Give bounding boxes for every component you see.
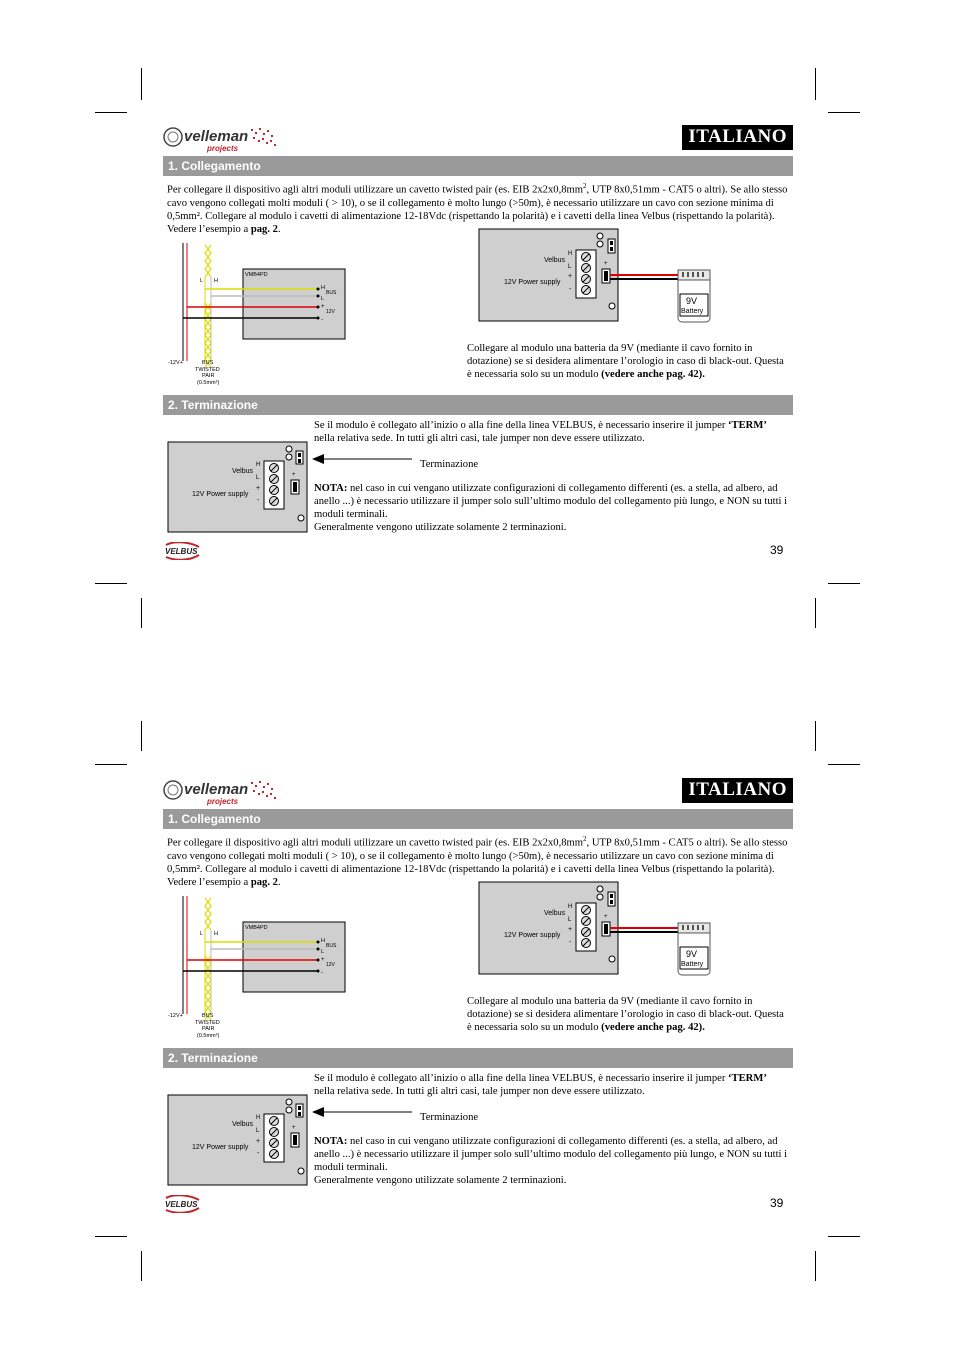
section-title-collegamento: 1. Collegamento [163, 156, 793, 176]
page-header [163, 776, 793, 806]
svg-text:-: - [257, 1150, 260, 1157]
arrow-icon [312, 453, 414, 465]
arrow-icon [312, 1106, 414, 1118]
termination-label: Terminazione [420, 1112, 479, 1123]
nota-paragraph: NOTA: nel caso in cui vengano utilizzate configurazioni di collegamento differenti (es. a stella, ad albero, ad anello ...) è necessario utilizzare il jumper solo sull’ultimo modulo del collegamento più lungo, e NON su tutti i moduli terminali. [314, 1136, 788, 1173]
svg-text:L: L [568, 917, 572, 923]
svg-text:PAIR: PAIR [202, 1026, 215, 1032]
manual-page [0, 0, 954, 640]
terminazione-paragraph: Se il modulo è collegato all’inizio o alla fine della linea VELBUS, è necessario inserire il jumper ‘TERM’ nella relativa sede. In tutti gli altri casi, tale jumper non deve essere utilizzato. [314, 420, 767, 444]
battery-paragraph: Collegare al modulo una batteria da 9V (mediante il cavo fornito in dotazione) se si desidera alimentare l’orologio in caso di black-out. Questa è necessaria solo su un modulo (vedere anche pag. 42). [467, 996, 784, 1033]
terminations-note: Generalmente vengono utilizzate solamente 2 terminazioni. [314, 1175, 567, 1186]
svg-text:VELBUS: VELBUS [165, 547, 198, 556]
svg-text:-: - [321, 970, 323, 976]
svg-text:-12V+: -12V+ [168, 360, 183, 366]
termination-diagram [167, 441, 309, 534]
svg-text:+: + [292, 1125, 296, 1131]
language-label: ITALIANO [682, 125, 793, 150]
svg-text:projects: projects [207, 144, 239, 153]
svg-text:12V: 12V [326, 309, 335, 315]
svg-text:H: H [321, 285, 325, 291]
svg-text:-: - [257, 497, 260, 504]
svg-text:+: + [321, 304, 325, 310]
svg-text:L: L [200, 278, 204, 284]
svg-text:L: L [568, 264, 572, 270]
svg-text:+: + [604, 914, 608, 920]
svg-text:12V Power supply: 12V Power supply [192, 491, 249, 498]
svg-text:H: H [256, 462, 261, 468]
language-label: ITALIANO [682, 778, 793, 803]
svg-text:+: + [292, 472, 296, 478]
section-title-collegamento: 1. Collegamento [163, 809, 793, 829]
svg-text:velleman: velleman [184, 128, 249, 145]
svg-text:VMB4PD: VMB4PD [245, 925, 268, 931]
section-title-terminazione: 2. Terminazione [163, 395, 793, 415]
svg-text:BUS: BUS [326, 290, 337, 296]
svg-text:H: H [568, 251, 573, 257]
svg-text:H: H [214, 931, 218, 937]
terminations-note: Generalmente vengono utilizzate solamente 2 terminazioni. [314, 522, 567, 533]
velbus-logo [163, 1195, 203, 1213]
svg-text:L: L [256, 1128, 260, 1134]
svg-text:TWISTED: TWISTED [195, 367, 220, 373]
svg-text:VELBUS: VELBUS [165, 1200, 198, 1209]
manual-page [0, 653, 954, 1293]
svg-text:Velbus: Velbus [544, 910, 566, 917]
velbus-logo [163, 542, 203, 560]
svg-text:Velbus: Velbus [232, 1121, 254, 1128]
svg-text:H: H [256, 1115, 261, 1121]
svg-text:+: + [568, 926, 573, 933]
svg-text:BUS: BUS [326, 943, 337, 949]
svg-text:BUS: BUS [202, 1013, 214, 1019]
svg-text:-: - [569, 939, 572, 946]
svg-text:Battery: Battery [681, 308, 704, 315]
svg-text:L: L [256, 475, 260, 481]
termination-diagram [167, 1094, 309, 1187]
wiring-diagram [165, 896, 355, 1044]
page-number: 39 [770, 543, 784, 557]
velleman-logo [163, 125, 278, 153]
svg-text:H: H [568, 904, 573, 910]
battery-diagram [478, 881, 718, 981]
svg-text:9V: 9V [686, 949, 698, 959]
svg-text:PAIR: PAIR [202, 373, 215, 379]
svg-text:Battery: Battery [681, 961, 704, 968]
svg-text:L: L [321, 296, 325, 302]
section-title-terminazione: 2. Terminazione [163, 1048, 793, 1068]
termination-label: Terminazione [420, 459, 479, 470]
page-header [163, 123, 793, 153]
svg-text:projects: projects [207, 797, 239, 806]
svg-text:-: - [321, 317, 323, 323]
terminazione-paragraph: Se il modulo è collegato all’inizio o alla fine della linea VELBUS, è necessario inserire il jumper ‘TERM’ nella relativa sede. In tutti gli altri casi, tale jumper non deve essere utilizzato. [314, 1073, 767, 1097]
svg-text:(0.5mm²): (0.5mm²) [197, 1033, 220, 1039]
svg-text:VMB4PD: VMB4PD [245, 272, 268, 278]
svg-text:+: + [256, 1138, 261, 1145]
svg-text:+: + [256, 485, 261, 492]
velleman-logo [163, 778, 278, 806]
svg-text:Velbus: Velbus [544, 257, 566, 264]
battery-diagram [478, 228, 718, 328]
svg-text:L: L [321, 949, 325, 955]
svg-text:12V Power supply: 12V Power supply [504, 279, 561, 286]
battery-paragraph: Collegare al modulo una batteria da 9V (mediante il cavo fornito in dotazione) se si desidera alimentare l’orologio in caso di black-out. Questa è necessaria solo su un modulo (vedere anche pag. 42). [467, 343, 784, 380]
svg-text:12V Power supply: 12V Power supply [192, 1144, 249, 1151]
svg-text:velleman: velleman [184, 781, 249, 798]
svg-text:(0.5mm²): (0.5mm²) [197, 380, 220, 386]
svg-text:12V: 12V [326, 962, 335, 968]
svg-text:9V: 9V [686, 296, 698, 306]
svg-text:+: + [568, 273, 573, 280]
svg-text:+: + [604, 261, 608, 267]
svg-text:+: + [321, 957, 325, 963]
collegamento-paragraph: Per collegare il dispositivo agli altri moduli utilizzare un cavetto twisted pair (es. EIB $2x2x0,8mm^2$, UTP 8x0,51mm - CAT5 o altri). Se allo stesso cavo vengono collegati molti moduli ( > 10), o se il collegamento è molto lungo (>50m), è necessario utilizzare un cavo con sezione minima di 0,5mm². Collegare al modulo i cavetti di alimentazione 12-18Vdc (rispettando la polarità) e i cavetti della linea Velbus (rispettando la polarità). Vedere l’esempio a pag. 2. [167, 182, 788, 235]
svg-text:H: H [321, 938, 325, 944]
wiring-diagram [165, 243, 355, 391]
svg-text:Velbus: Velbus [232, 468, 254, 475]
svg-text:L: L [200, 931, 204, 937]
svg-text:BUS: BUS [202, 360, 214, 366]
page-number: 39 [770, 1196, 784, 1210]
svg-text:-12V+: -12V+ [168, 1013, 183, 1019]
nota-paragraph: NOTA: nel caso in cui vengano utilizzate configurazioni di collegamento differenti (es. a stella, ad albero, ad anello ...) è necessario utilizzare il jumper solo sull’ultimo modulo del collegamento più lungo, e NON su tutti i moduli terminali. [314, 483, 788, 520]
svg-text:TWISTED: TWISTED [195, 1020, 220, 1026]
svg-text:-: - [569, 286, 572, 293]
collegamento-paragraph: Per collegare il dispositivo agli altri moduli utilizzare un cavetto twisted pair (es. EIB $2x2x0,8mm^2$, UTP 8x0,51mm - CAT5 o altri). Se allo stesso cavo vengono collegati molti moduli ( > 10), o se il collegamento è molto lungo (>50m), è necessario utilizzare un cavo con sezione minima di 0,5mm². Collegare al modulo i cavetti di alimentazione 12-18Vdc (rispettando la polarità) e i cavetti della linea Velbus (rispettando la polarità). Vedere l’esempio a pag. 2. [167, 835, 788, 888]
svg-text:12V Power supply: 12V Power supply [504, 932, 561, 939]
svg-text:H: H [214, 278, 218, 284]
